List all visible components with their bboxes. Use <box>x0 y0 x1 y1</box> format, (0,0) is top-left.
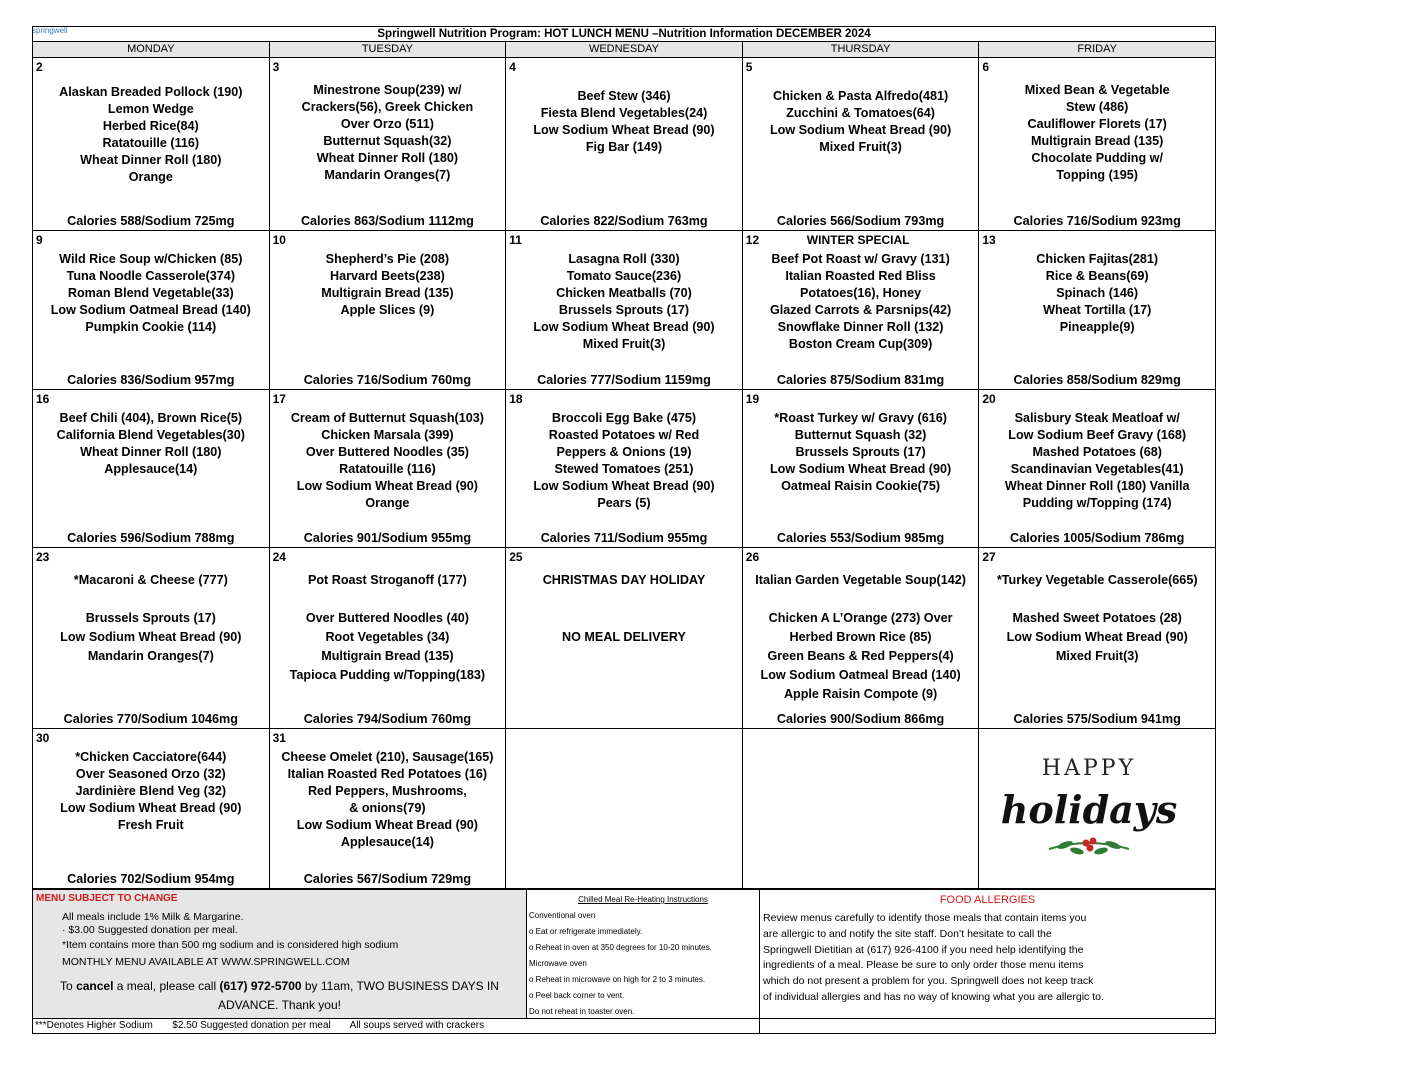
menu-item: Chicken Meatballs (70) <box>556 286 692 300</box>
day-cell <box>269 231 506 390</box>
menu-item: Brussels Sprouts (17) <box>795 445 926 459</box>
calorie-sodium-total: Calories 900/Sodium 866mg <box>776 712 945 726</box>
menu-item: Beef Stew (346) <box>577 89 671 103</box>
menu-item: Italian Garden Vegetable Soup(142) <box>755 573 966 587</box>
menu-item: Alaskan Breaded Pollock (190) <box>59 85 243 99</box>
day-cell <box>979 58 1216 231</box>
menu-item: Red Peppers, Mushrooms, <box>307 784 467 798</box>
cancel-phone: (617) 972-5700 <box>219 979 302 993</box>
menu-item: Salisbury Steak Meatloaf w/ <box>1014 411 1180 425</box>
reheat-line: Do not reheat in toaster oven. <box>529 1007 635 1016</box>
allergy-line: which do not present a problem for you. Springwell does not keep track <box>763 975 1094 988</box>
day-cell <box>979 231 1216 390</box>
menu-item: Jardinière Blend Veg (32) <box>75 784 227 798</box>
menu-item: Low Sodium Wheat Bread (90) <box>60 630 242 644</box>
menu-item: Low Sodium Wheat Bread (90) <box>1006 630 1188 644</box>
day-cell <box>33 390 270 548</box>
menu-item: Low Sodium Wheat Bread (90) <box>533 479 715 493</box>
menu-item: Pineapple(9) <box>1059 320 1135 334</box>
day-number: 25 <box>509 550 523 564</box>
menu-item: Herbed Brown Rice (85) <box>789 630 932 644</box>
menu-item: Multigrain Bread (135) <box>1031 134 1164 148</box>
menu-item: Apple Raisin Compote (9) <box>783 687 938 701</box>
menu-item: Low Sodium Wheat Bread (90) <box>533 123 715 137</box>
menu-item: Mandarin Oranges(7) <box>87 649 214 663</box>
menu-item: Brussels Sprouts (17) <box>558 303 690 317</box>
day-number: 20 <box>982 392 996 406</box>
menu-item: Tuna Noodle Casserole(374) <box>66 269 236 283</box>
menu-item: Potatoes(16), Honey <box>800 286 922 300</box>
holly-icon <box>1049 838 1129 856</box>
menu-item: Low Sodium Beef Gravy (168) <box>1008 428 1187 442</box>
menu-item: Spinach (146) <box>1056 286 1139 300</box>
calorie-sodium-total: Calories 1005/Sodium 786mg <box>1010 531 1185 545</box>
day-number: 13 <box>982 233 996 247</box>
menu-item: Orange <box>128 170 173 184</box>
day-cell <box>979 390 1216 548</box>
cancel-text: To <box>60 979 77 993</box>
menu-item: Chicken & Pasta Alfredo(481) <box>772 89 949 103</box>
calorie-sodium-total: Calories 901/Sodium 955mg <box>303 531 472 545</box>
menu-item: Wheat Dinner Roll (180) <box>80 153 222 167</box>
day-number: 12 <box>745 233 760 247</box>
calorie-sodium-total: Calories 716/Sodium 923mg <box>1013 214 1181 228</box>
reheat-line: Microwave oven <box>529 959 587 968</box>
menu-item <box>506 610 742 629</box>
menu-items <box>743 251 979 353</box>
day-cell <box>742 231 979 390</box>
allergy-line: of individual allergies and has no way of knowing what you are allergic to. <box>763 990 1104 1003</box>
calendar-grid <box>32 41 1216 889</box>
day-cell <box>269 729 506 889</box>
note-line: All meals include 1% Milk & Margarine. <box>62 911 244 923</box>
allergy-line: Springwell Dietitian at (617) 926-4100 if you need help identifying the <box>763 943 1084 956</box>
weekday-header: FRIDAY <box>979 42 1216 58</box>
happy-holidays-graphic <box>999 741 1179 871</box>
menu-item: Pudding w/Topping (174) <box>1022 496 1172 510</box>
menu-items <box>506 410 742 512</box>
day-cell <box>269 58 506 231</box>
menu-item: Fiesta Blend Vegetables(24) <box>540 106 708 120</box>
weekday-header: WEDNESDAY <box>506 42 743 58</box>
menu-item: Mixed Fruit(3) <box>582 337 666 351</box>
day-number: 16 <box>36 392 50 406</box>
menu-item: Ratatouille (116) <box>102 136 200 150</box>
menu-item: Roasted Potatoes w/ Red <box>548 428 700 442</box>
food-allergies-title: FOOD ALLERGIES <box>939 894 1036 906</box>
menu-item <box>33 591 269 610</box>
reheat-title: Chilled Meal Re-Heating Instructions <box>578 895 708 904</box>
menu-item: Zucchini & Tomatoes(64) <box>786 106 935 120</box>
menu-item: Cheese Omelet (210), Sausage(165) <box>281 750 494 764</box>
reheat-instructions <box>527 890 760 1019</box>
calorie-sodium-total: Calories 711/Sodium 955mg <box>540 531 708 545</box>
menu-item: Ratatouille (116) <box>339 462 436 476</box>
menu-item: Beef Pot Roast w/ Gravy (131) <box>771 252 950 266</box>
menu-item: Apple Slices (9) <box>340 303 435 317</box>
menu-item: Italian Roasted Red Potatoes (16) <box>287 767 488 781</box>
menu-item: Mashed Potatoes (68) <box>1032 445 1162 459</box>
menu-item: Oatmeal Raisin Cookie(75) <box>781 479 941 493</box>
special-label: WINTER SPECIAL <box>806 233 910 247</box>
menu-item: Stew (486) <box>1066 100 1129 114</box>
week-row <box>33 729 1216 889</box>
info-section <box>32 889 1216 1034</box>
calorie-sodium-total: Calories 716/Sodium 760mg <box>303 373 472 387</box>
menu-items <box>270 82 506 184</box>
menu-items <box>506 251 742 353</box>
menu-items <box>979 410 1215 512</box>
holidays-text: holidays <box>1001 787 1178 832</box>
allergy-line: ingredients of a meal. Please be sure to only order those menu items <box>763 959 1084 972</box>
menu-item: Brussels Sprouts (17) <box>85 611 216 625</box>
reheat-line: o Eat or refrigerate immediately. <box>529 927 643 936</box>
weekday-header: THURSDAY <box>742 42 979 58</box>
day-cell <box>742 548 979 729</box>
day-cell <box>742 390 979 548</box>
menu-item: Root Vegetables (34) <box>325 630 450 644</box>
week-row <box>33 548 1216 729</box>
menu-item: Wheat Tortilla (17) <box>1043 303 1152 317</box>
day-number: 27 <box>982 550 996 564</box>
day-cell <box>269 548 506 729</box>
menu-items <box>506 88 742 156</box>
menu-item: Topping (195) <box>1056 168 1138 182</box>
menu-item: Low Sodium Oatmeal Bread (140) <box>50 303 251 317</box>
menu-subject-notice: MENU SUBJECT TO CHANGE <box>36 893 178 904</box>
menu-item: Low Sodium Wheat Bread (90) <box>60 801 242 815</box>
day-number: 30 <box>36 731 50 745</box>
day-number: 11 <box>509 233 522 247</box>
menu-item: NO MEAL DELIVERY <box>562 630 686 644</box>
calorie-sodium-total: Calories 588/Sodium 725mg <box>67 214 235 228</box>
day-cell <box>506 231 743 390</box>
menu-item: & onions(79) <box>349 801 426 815</box>
menu-item: Glazed Carrots & Parsnips(42) <box>769 303 952 317</box>
menu-item: Low Sodium Wheat Bread (90) <box>769 123 952 137</box>
menu-item: Orange <box>365 496 410 510</box>
day-number: 4 <box>509 60 516 74</box>
menu-items <box>33 749 269 834</box>
menu-item: Tomato Sauce(236) <box>566 269 682 283</box>
day-number: 23 <box>36 550 50 564</box>
calorie-sodium-total: Calories 777/Sodium 1159mg <box>537 373 711 387</box>
calorie-sodium-total: Calories 566/Sodium 793mg <box>776 214 945 228</box>
note-line: MONTHLY MENU AVAILABLE AT WWW.SPRINGWELL.COM <box>62 956 350 968</box>
menu-item: Pumpkin Cookie (114) <box>85 320 217 334</box>
note-line: *Item contains more than 500 mg sodium and is considered high sodium <box>62 939 399 951</box>
menu-item: Roman Blend Vegetable(33) <box>67 286 234 300</box>
menu-item: Mixed Fruit(3) <box>819 140 902 154</box>
day-cell <box>269 390 506 548</box>
day-cell <box>506 58 743 231</box>
menu-item: Pot Roast Stroganoff (177) <box>307 573 467 587</box>
menu-item: Herbed Rice(84) <box>102 119 199 133</box>
day-cell <box>33 231 270 390</box>
cancel-bold: cancel <box>76 979 114 993</box>
menu-item: Mandarin Oranges(7) <box>324 168 451 182</box>
calorie-sodium-total: Calories 770/Sodium 1046mg <box>63 712 238 726</box>
calorie-sodium-total: Calories 875/Sodium 831mg <box>776 373 945 387</box>
food-allergies <box>760 890 1216 1019</box>
footer-notes: ***Denotes Higher Sodium $2.50 Suggested donation per meal All soups served with crackers <box>33 1019 760 1034</box>
cancel-text: a meal, please call <box>113 979 220 993</box>
menu-item: Chicken Fajitas(281) <box>1036 252 1159 266</box>
food-allergies-body <box>763 911 1143 1006</box>
day-number: 6 <box>982 60 990 74</box>
menu-item: *Roast Turkey w/ Gravy (616) <box>774 411 947 425</box>
menu-item: Chicken Marsala (399) <box>321 428 454 442</box>
menu-item: Over Buttered Noodles (40) <box>305 611 469 625</box>
happy-text: HAPPY <box>1042 756 1137 781</box>
menu-item: Wild Rice Soup w/Chicken (85) <box>59 252 243 266</box>
menu-item <box>506 591 742 610</box>
menu-items <box>506 572 742 648</box>
day-cell <box>979 729 1216 889</box>
menu-item: Lasagna Roll (330) <box>568 252 680 266</box>
menu-items <box>270 749 506 851</box>
menu-item: Scandinavian Vegetables(41) <box>1010 462 1184 476</box>
menu-item: *Turkey Vegetable Casserole(665) <box>996 573 1198 587</box>
menu-item: *Macaroni & Cheese (777) <box>73 573 228 587</box>
cancel-instructions <box>33 977 526 1015</box>
menu-item: Beef Chili (404), Brown Rice(5) <box>59 411 243 425</box>
menu-item: Chicken A L’Orange (273) Over <box>768 611 953 625</box>
footer-empty <box>760 1019 1216 1034</box>
menu-items <box>979 251 1215 336</box>
menu-items <box>979 82 1215 184</box>
menu-item: Butternut Squash(32) <box>323 134 452 148</box>
allergy-line: Review menus carefully to identify those meals that contain items you <box>763 912 1087 924</box>
calorie-sodium-total: Calories 863/Sodium 1112mg <box>300 214 474 228</box>
menu-items <box>743 572 979 705</box>
week-row <box>33 231 1216 390</box>
menu-items <box>270 572 506 686</box>
menu-items <box>33 410 269 478</box>
calorie-sodium-total: Calories 553/Sodium 985mg <box>776 531 945 545</box>
menu-item: Mixed Fruit(3) <box>1055 649 1139 663</box>
cancel-text: by 11am, TWO BUSINESS DAYS IN <box>301 979 499 993</box>
menu-item: Mashed Sweet Potatoes (28) <box>1012 611 1182 625</box>
menu-item: Wheat Dinner Roll (180) Vanilla <box>1004 479 1190 493</box>
day-number: 31 <box>272 731 286 745</box>
day-cell <box>506 729 743 889</box>
calorie-sodium-total: Calories 575/Sodium 941mg <box>1013 712 1181 726</box>
menu-item: Butternut Squash (32) <box>794 428 927 442</box>
day-number: 10 <box>272 233 286 247</box>
weekday-header-row <box>33 42 1216 58</box>
day-number: 2 <box>36 60 43 74</box>
calorie-sodium-total: Calories 794/Sodium 760mg <box>303 712 472 726</box>
menu-items <box>33 84 269 186</box>
menu-item: Wheat Dinner Roll (180) <box>80 445 222 459</box>
menu-item: Peppers & Onions (19) <box>556 445 692 459</box>
menu-item: Cream of Butternut Squash(103) <box>290 411 484 425</box>
menu-item: Fresh Fruit <box>117 818 184 832</box>
menu-item: Low Sodium Wheat Bread (90) <box>296 479 478 493</box>
menu-item: Applesauce(14) <box>340 835 434 849</box>
weekday-header: MONDAY <box>33 42 270 58</box>
week-row <box>33 58 1216 231</box>
springwell-logo: springwell <box>32 26 68 35</box>
menu-item: Chocolate Pudding w/ <box>1031 151 1163 165</box>
reheat-line: o Reheat in microwave on high for 2 to 3 minutes. <box>529 975 706 984</box>
cancel-text: ADVANCE. Thank you! <box>218 998 341 1012</box>
menu-item: Green Beans & Red Peppers(4) <box>767 649 954 663</box>
menu-item <box>743 591 979 610</box>
allergy-line: are allergic to and notify the site staff. Don’t hesitate to call the <box>763 927 1052 940</box>
menu-items <box>33 572 269 667</box>
menu-item: Italian Roasted Red Bliss <box>785 269 936 283</box>
reheat-line: o Reheat in oven at 350 degrees for 10-20 minutes. <box>529 943 712 952</box>
menu-item: Broccoli Egg Bake (475) <box>551 411 697 425</box>
menu-item: Low Sodium Wheat Bread (90) <box>769 462 952 476</box>
day-number: 3 <box>272 60 280 74</box>
day-cell <box>33 729 270 889</box>
weekday-header: TUESDAY <box>269 42 506 58</box>
menu-notes <box>33 890 527 1019</box>
menu-item: Low Sodium Oatmeal Bread (140) <box>760 668 961 682</box>
menu-item: Over Seasoned Orzo (32) <box>75 767 226 781</box>
menu-item: Multigrain Bread (135) <box>321 649 454 663</box>
day-cell <box>33 58 270 231</box>
menu-items <box>270 410 506 512</box>
calorie-sodium-total: Calories 822/Sodium 763mg <box>540 214 708 228</box>
calorie-sodium-total: Calories 836/Sodium 957mg <box>67 373 235 387</box>
day-number: 19 <box>745 392 760 406</box>
menu-title: Springwell Nutrition Program: HOT LUNCH MENU –Nutrition Information DECEMBER 2024 <box>32 26 1216 41</box>
menu-items <box>33 251 269 336</box>
menu-item: CHRISTMAS DAY HOLIDAY <box>542 573 706 587</box>
calorie-sodium-total: Calories 702/Sodium 954mg <box>67 872 235 886</box>
menu-item: Applesauce(14) <box>104 462 198 476</box>
menu-item: *Chicken Cacciatore(644) <box>75 750 227 764</box>
menu-item: Boston Cream Cup(309) <box>788 337 933 351</box>
menu-sheet <box>32 26 1216 1034</box>
calorie-sodium-total: Calories 567/Sodium 729mg <box>303 872 472 886</box>
menu-item: Tapioca Pudding w/Topping(183) <box>289 668 486 682</box>
note-line: · $3.00 Suggested donation per meal. <box>62 924 238 936</box>
menu-item: Harvard Beets(238) <box>329 269 445 283</box>
menu-item: Mixed Bean & Vegetable <box>1024 83 1170 97</box>
menu-item: Lemon Wedge <box>107 102 194 116</box>
menu-items <box>743 410 979 495</box>
menu-items <box>743 88 979 156</box>
menu-item: Rice & Beans(69) <box>1045 269 1149 283</box>
menu-item <box>270 591 506 610</box>
menu-item: Stewed Tomatoes (251) <box>554 462 694 476</box>
menu-item: Wheat Dinner Roll (180) <box>316 151 459 165</box>
day-number: 5 <box>745 60 753 74</box>
menu-item <box>979 591 1215 610</box>
menu-item: Cauliflower Florets (17) <box>1027 117 1167 131</box>
day-number: 9 <box>36 233 43 247</box>
day-number: 24 <box>272 550 286 564</box>
menu-items <box>979 572 1215 667</box>
day-number: 18 <box>509 392 523 406</box>
menu-item: Multigrain Bread (135) <box>321 286 454 300</box>
day-cell <box>33 548 270 729</box>
menu-item: Low Sodium Wheat Bread (90) <box>533 320 715 334</box>
calorie-sodium-total: Calories 596/Sodium 788mg <box>67 531 235 545</box>
menu-item: Snowflake Dinner Roll (132) <box>777 320 944 334</box>
menu-item: Low Sodium Wheat Bread (90) <box>296 818 478 832</box>
day-cell <box>742 729 979 889</box>
week-row <box>33 390 1216 548</box>
day-number: 17 <box>272 392 286 406</box>
day-cell <box>742 58 979 231</box>
day-cell <box>506 390 743 548</box>
menu-item: Shepherd’s Pie (208) <box>325 252 450 266</box>
menu-item: Minestrone Soup(239) w/ <box>313 83 462 97</box>
menu-items <box>270 251 506 319</box>
day-number: 26 <box>745 550 760 564</box>
calorie-sodium-total: Calories 858/Sodium 829mg <box>1013 373 1181 387</box>
day-cell <box>979 548 1216 729</box>
menu-item: Fig Bar (149) <box>585 140 663 154</box>
reheat-line: o Peel back corner to vent. <box>529 991 625 1000</box>
menu-item: Pears (5) <box>597 496 651 510</box>
menu-item: Over Orzo (511) <box>340 117 434 131</box>
menu-item: California Blend Vegetables(30) <box>56 428 245 442</box>
day-cell <box>506 548 743 729</box>
menu-item: Over Buttered Noodles (35) <box>305 445 469 459</box>
menu-item: Crackers(56), Greek Chicken <box>301 100 474 114</box>
reheat-line: Conventional oven <box>529 911 596 920</box>
